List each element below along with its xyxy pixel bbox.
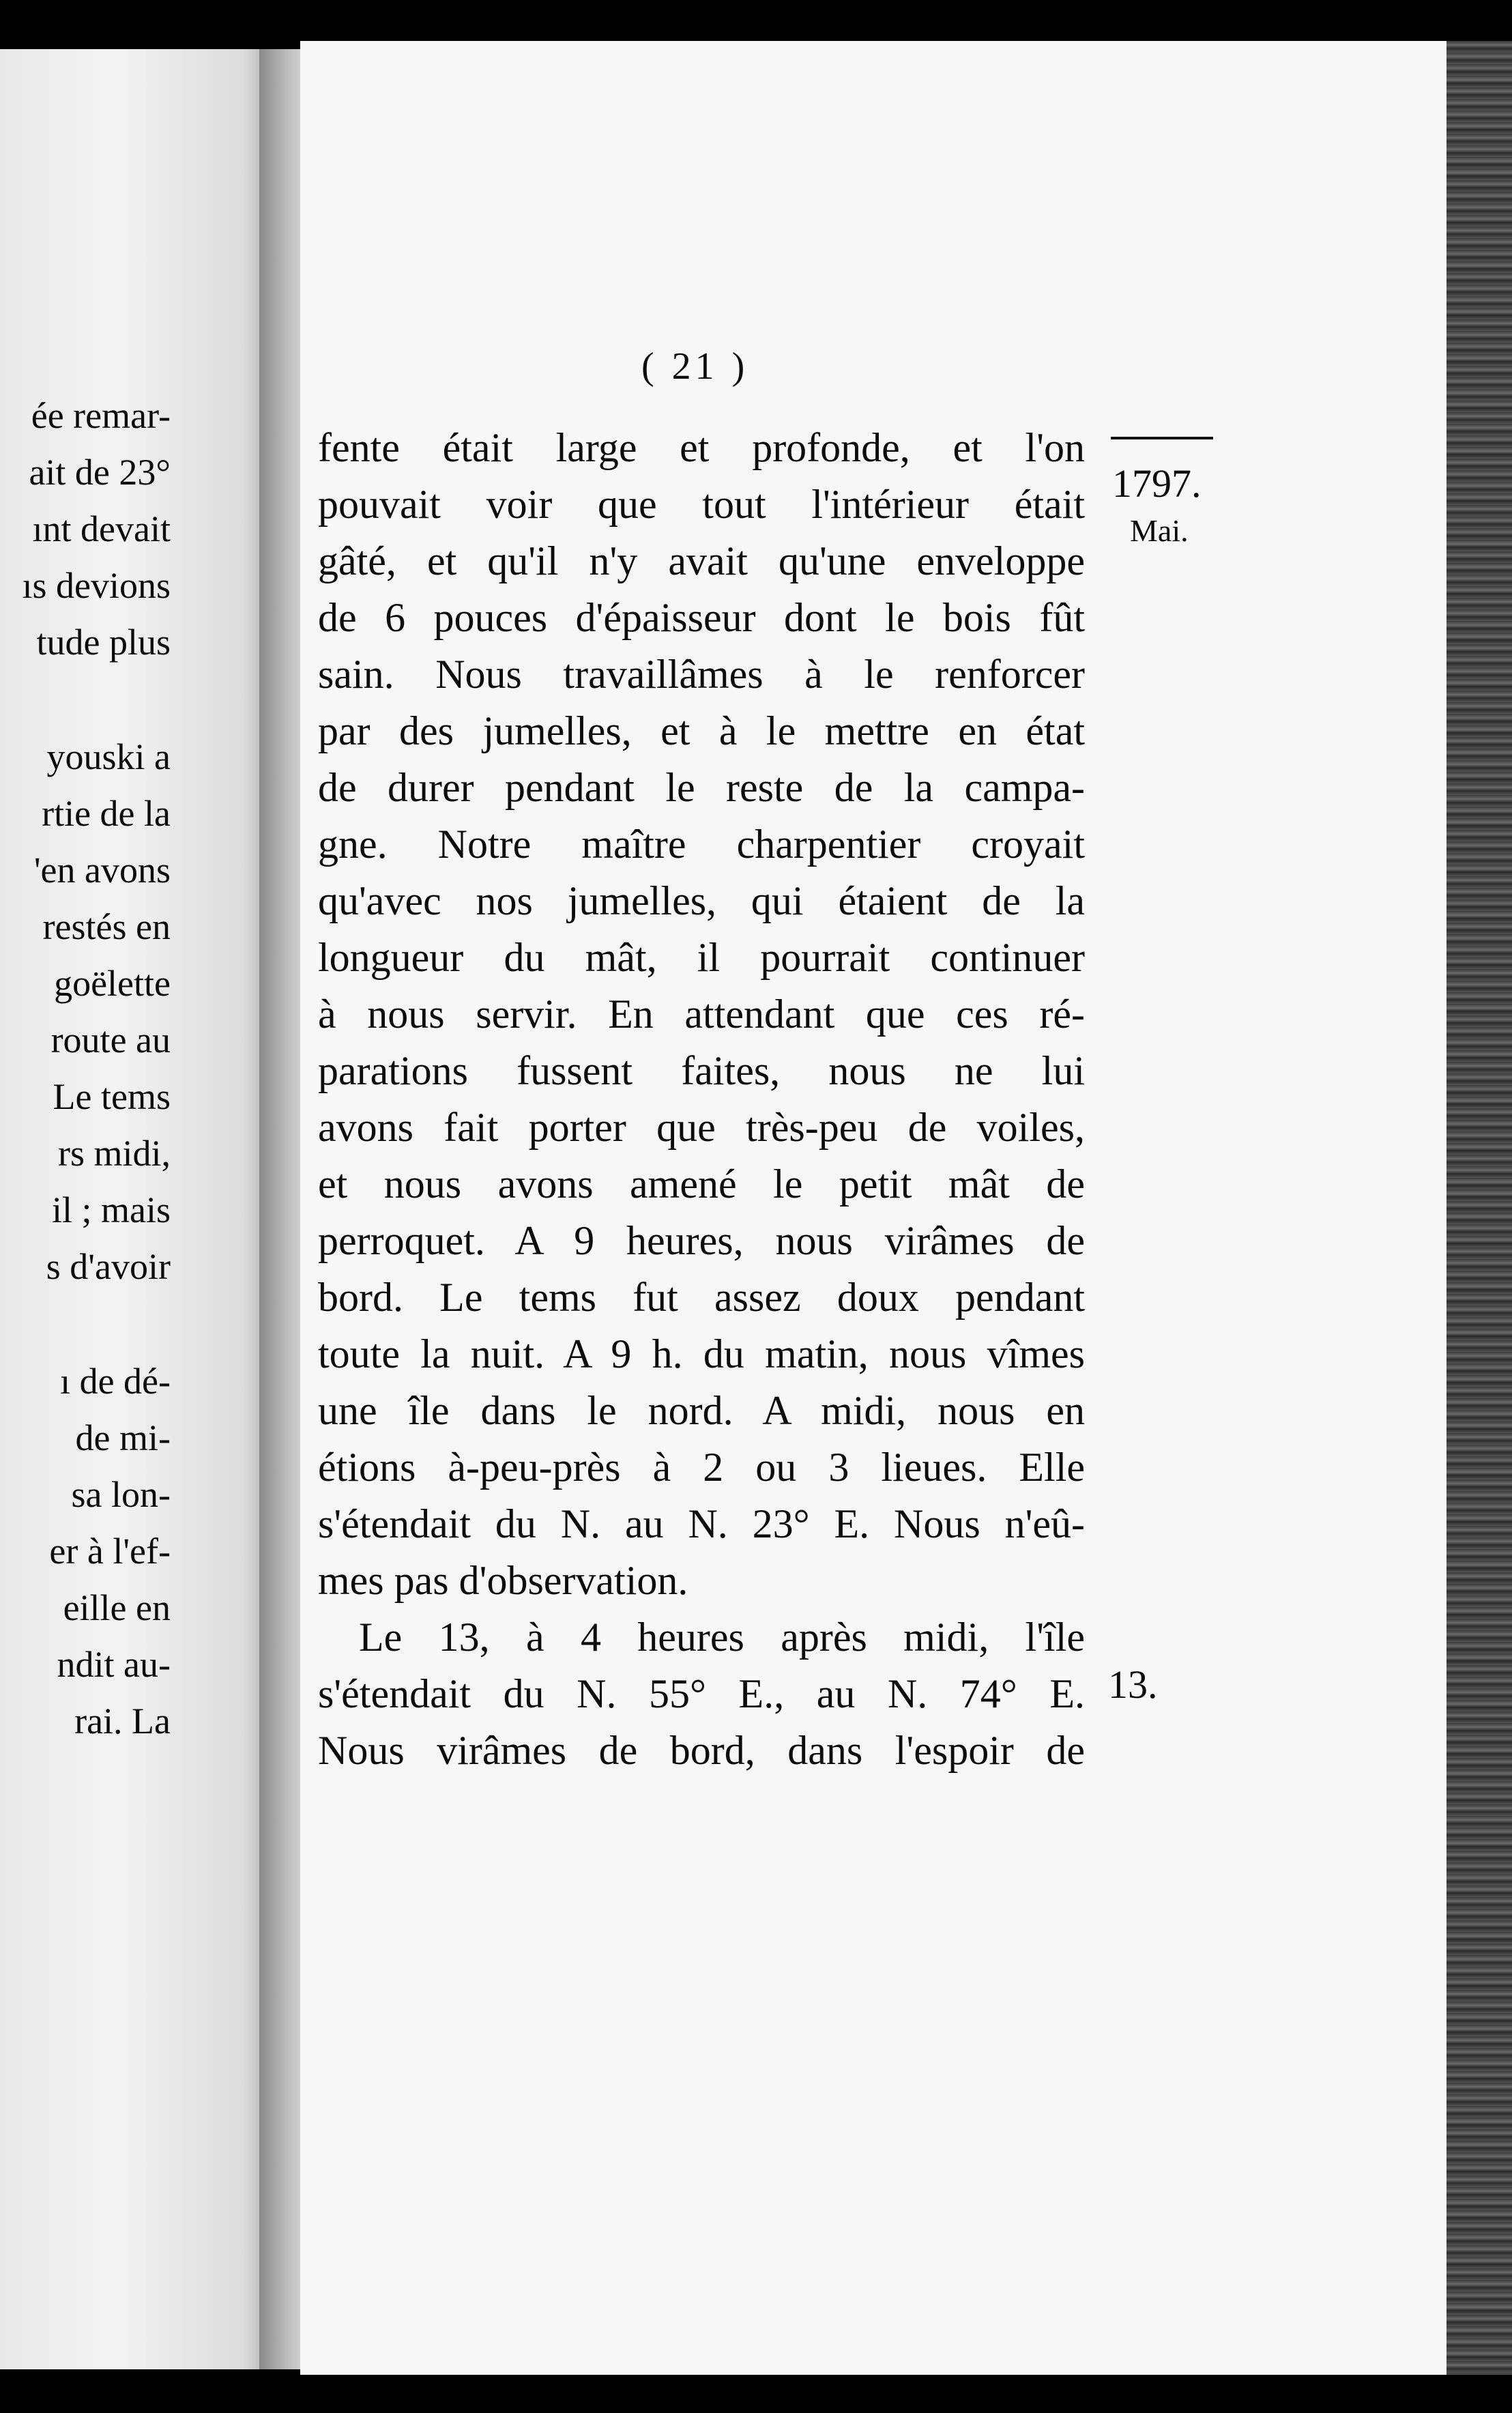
margin-month-note: Mai. bbox=[1130, 513, 1189, 548]
left-page-line: rs midi, bbox=[57, 1133, 171, 1174]
text-line: toute la nuit. A 9 h. du matin, nous vîmes bbox=[318, 1331, 1085, 1376]
left-page-line: rtie de la bbox=[42, 793, 171, 834]
left-page-line: tude plus bbox=[36, 622, 171, 663]
text-line: perroquet. A 9 heures, nous virâmes de bbox=[318, 1218, 1085, 1263]
left-page-line: s d'avoir bbox=[46, 1246, 171, 1287]
text-line: Nous virâmes de bord, dans l'espoir de bbox=[318, 1728, 1085, 1773]
page-number: ( 21 ) bbox=[641, 345, 749, 388]
left-page-line: restés en bbox=[42, 906, 171, 947]
margin-year-note: 1797. bbox=[1112, 461, 1202, 506]
text-line: pouvait voir que tout l'intérieur était bbox=[318, 482, 1085, 527]
left-page-line: eille en bbox=[63, 1587, 171, 1628]
left-page-line: 'en avons bbox=[33, 850, 171, 891]
left-page-line: ınt devait bbox=[32, 508, 171, 549]
text-line: gne. Notre maître charpentier croyait bbox=[318, 822, 1085, 867]
left-page-line: sa lon- bbox=[71, 1474, 171, 1515]
left-page-line: ée remar- bbox=[31, 395, 171, 436]
text-line: et nous avons amené le petit mât de bbox=[318, 1161, 1085, 1206]
left-page-line: route au bbox=[50, 1020, 171, 1060]
left-page-line: er à l'ef- bbox=[49, 1531, 171, 1572]
margin-day-note: 13. bbox=[1108, 1662, 1158, 1707]
text-line: sain. Nous travaillâmes à le renforcer bbox=[318, 652, 1085, 697]
text-line: fente était large et profonde, et l'on bbox=[318, 425, 1085, 470]
left-page-line: ait de 23° bbox=[29, 452, 171, 493]
left-page-line: ı de dé- bbox=[60, 1361, 171, 1402]
text-line: avons fait porter que très-peu de voiles, bbox=[318, 1105, 1085, 1150]
body-text bbox=[318, 420, 1085, 1779]
text-line: par des jumelles, et à le mettre en état bbox=[318, 708, 1085, 753]
text-line: Le 13, à 4 heures après midi, l'île bbox=[359, 1615, 1085, 1660]
previous-page bbox=[0, 49, 287, 2369]
left-page-line: il ; mais bbox=[52, 1189, 171, 1230]
text-line: s'étendait du N. au N. 23° E. Nous n'eû- bbox=[318, 1501, 1085, 1546]
book-edge bbox=[1446, 41, 1512, 2375]
text-line: s'étendait du N. 55° E., au N. 74° E. bbox=[318, 1671, 1085, 1716]
left-page-line: ndit au- bbox=[57, 1644, 171, 1685]
text-line: une île dans le nord. A midi, nous en bbox=[318, 1388, 1085, 1433]
left-page-line: goëlette bbox=[54, 963, 171, 1004]
left-page-line: youski a bbox=[46, 736, 171, 777]
text-line: de durer pendant le reste de la campa- bbox=[318, 765, 1085, 810]
left-page-line: Le tems bbox=[53, 1076, 171, 1117]
left-page-line: de mi- bbox=[75, 1417, 171, 1458]
margin-rule bbox=[1111, 437, 1213, 439]
left-page-line: rai. La bbox=[74, 1701, 171, 1742]
left-page-line: ıs devions bbox=[22, 565, 171, 606]
text-line: parations fussent faites, nous ne lui bbox=[318, 1048, 1085, 1093]
text-line: mes pas d'observation. bbox=[318, 1558, 688, 1603]
text-line: longueur du mât, il pourrait continuer bbox=[318, 935, 1085, 980]
text-line: gâté, et qu'il n'y avait qu'une enveloppe bbox=[318, 538, 1085, 583]
text-line: de 6 pouces d'épaisseur dont le bois fût bbox=[318, 595, 1085, 640]
text-line: à nous servir. En attendant que ces ré- bbox=[318, 992, 1085, 1037]
text-line: étions à-peu-près à 2 ou 3 lieues. Elle bbox=[318, 1445, 1085, 1490]
text-line: bord. Le tems fut assez doux pendant bbox=[318, 1275, 1085, 1320]
text-line: qu'avec nos jumelles, qui étaient de la bbox=[318, 878, 1085, 923]
